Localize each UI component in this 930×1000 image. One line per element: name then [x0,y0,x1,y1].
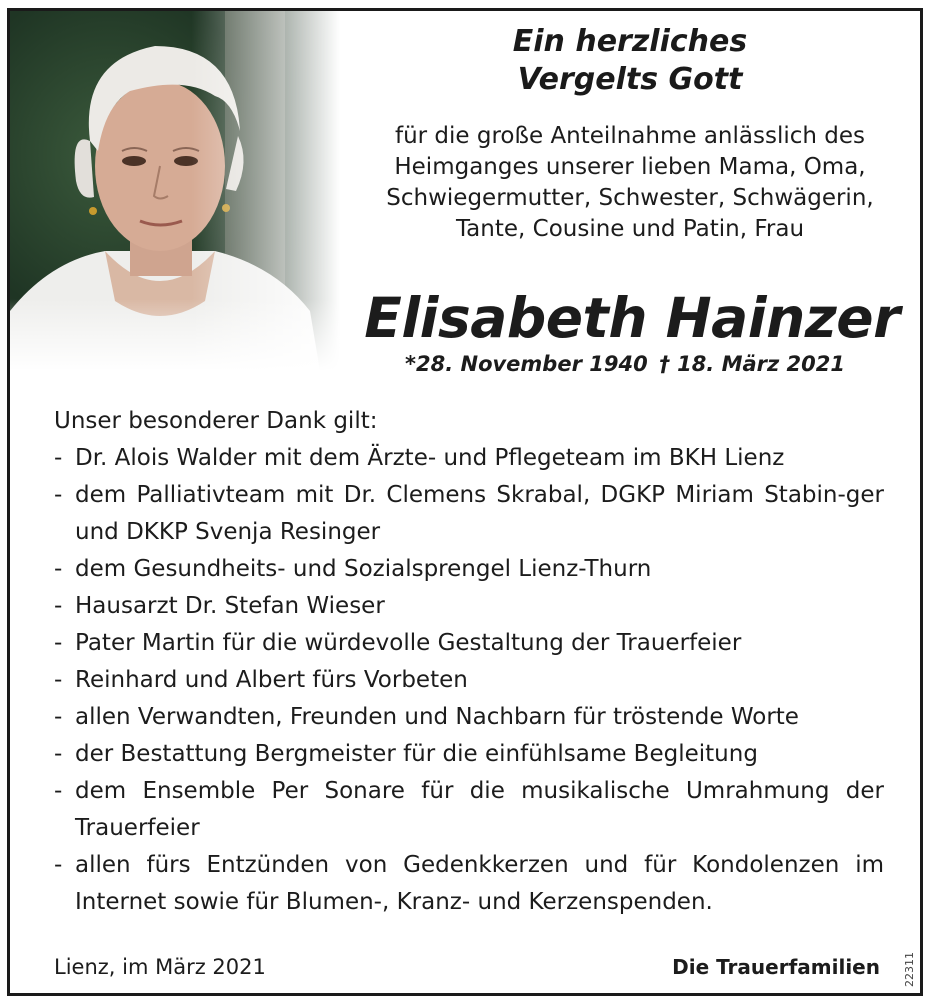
signature: Die Trauerfamilien [672,955,880,979]
list-dash: - [54,630,63,656]
obituary-notice [7,8,923,996]
death-date: † 18. März 2021 [659,352,845,376]
list-dash: - [54,482,63,508]
list-item-text: Dr. Alois Walder mit dem Ärzte- und Pflegeteam im BKH Lienz [75,445,785,471]
list-item-text: Hausarzt Dr. Stefan Wieser [75,593,385,619]
list-item-text: der Bestattung Bergmeister für die einfühlsame Begleitung [75,741,758,767]
intro-line-2: Heimganges unserer lieben Mama, Oma, [394,154,866,180]
life-dates [405,346,845,382]
list-dash: - [54,852,63,878]
list-dash: - [54,445,63,471]
heading-line-1: Ein herzliches [512,24,748,59]
list-item [54,736,884,773]
list-item [54,440,884,477]
intro-line-1: für die große Anteilnahme anlässlich des [394,123,865,149]
list-dash: - [54,556,63,582]
list-item-text: Pater Martin für die würdevolle Gestaltung der Trauerfeier [75,630,742,656]
deceased-name: Elisabeth Hainzer [364,286,900,350]
list-item-text: allen fürs Entzünden von Gedenkkerzen und für Kondolenzen im Internet sowie für Blumen-, Kranz- und Kerzenspenden. [75,852,884,915]
list-item [54,847,884,921]
ad-code: 22311 [903,952,916,987]
list-dash: - [54,593,63,619]
heading-line-2: Vergelts Gott [517,62,743,97]
list-item-text: dem Gesundheits- und Sozialsprengel Lienz-Thurn [75,556,652,582]
list-item [54,625,884,662]
list-item [54,662,884,699]
list-dash: - [54,741,63,767]
list-item-text: Reinhard und Albert fürs Vorbeten [75,667,468,693]
list-item-text: dem Palliativteam mit Dr. Clemens Skrabal, DGKP Miriam Stabin-ger und DKKP Svenja Resinger [75,482,884,545]
list-dash: - [54,704,63,730]
list-item [54,551,884,588]
list-dash: - [54,667,63,693]
list-item [54,588,884,625]
intro-line-4: Tante, Cousine und Patin, Frau [455,216,805,242]
list-item [54,477,884,551]
thanks-list [54,440,884,921]
birth-date: *28. November 1940 [405,352,648,376]
list-dash: - [54,778,63,804]
thanks-intro: Unser besonderer Dank gilt: [54,408,378,434]
list-item-text: dem Ensemble Per Sonare für die musikalische Umrahmung der Trauerfeier [75,778,884,841]
intro-line-3: Schwiegermutter, Schwester, Schwägerin, [386,185,874,211]
thanks-section [54,403,884,921]
list-item [54,699,884,736]
portrait-photo [10,11,340,371]
list-item [54,773,884,847]
place-and-date: Lienz, im März 2021 [54,955,266,979]
list-item-text: allen Verwandten, Freunden und Nachbarn für tröstende Worte [75,704,799,730]
